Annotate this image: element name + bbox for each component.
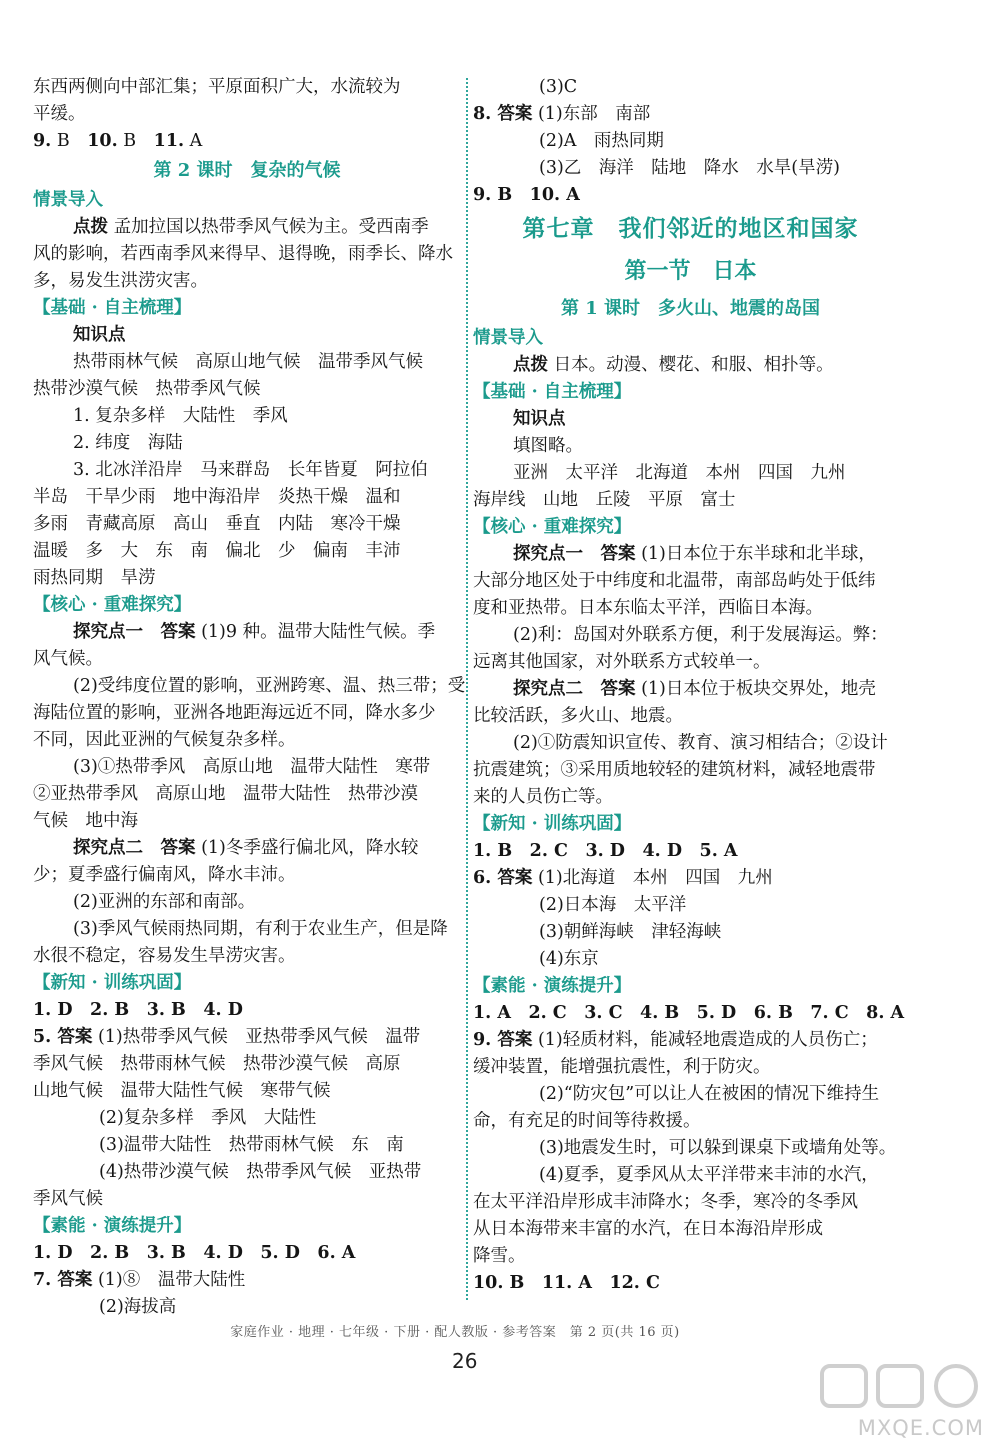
text: 日本。动漫、樱花、和服、相扑等。 <box>553 355 834 375</box>
text-line: 1. 复杂多样 大陆性 季风 <box>73 406 288 426</box>
label: 7. 答案 <box>33 1270 93 1290</box>
answer-line: 1. A 2. C 3. C 4. B 5. D 6. B 7. C 8. A <box>473 1003 905 1023</box>
answer: B <box>123 131 137 151</box>
watermark <box>808 1360 992 1444</box>
answer-line: 1. D 2. B 3. B 4. D 5. D 6. A <box>33 1243 356 1263</box>
text-line: 来的人员伤亡等。 <box>473 787 613 807</box>
text-line <box>473 865 908 892</box>
text-line: 不同，因此亚洲的气候复杂多样。 <box>33 730 296 750</box>
text: (1)轻质材料，能减轻地震造成的人员伤亡； <box>537 1030 878 1050</box>
text-line: 3. 北冰洋沿岸 马来群岛 长年皆夏 阿拉伯 <box>73 460 428 480</box>
text-line: 山地气候 温带大陆性气候 寒带气候 <box>33 1081 331 1101</box>
text-line: (3)C <box>539 77 578 97</box>
section-tag: 【新知 · 训练巩固】 <box>473 814 632 834</box>
label: 6. 答案 <box>473 868 533 888</box>
text-line <box>33 1024 461 1051</box>
text-line: (3)温带大陆性 热带雨林气候 东 南 <box>99 1135 404 1155</box>
label: 探究点一 答案 <box>73 622 196 642</box>
text-line: (3)①热带季风 高原山地 温带大陆性 寒带 <box>73 757 431 777</box>
text-line: (2)利：岛国对外联系方便，利于发展海运。弊： <box>513 625 888 645</box>
answer-line: 1. B 2. C 3. D 4. D 5. A <box>473 841 738 861</box>
subheading: 知识点 <box>513 409 566 429</box>
lesson-title: 第 2 课时 复杂的气候 <box>153 160 341 181</box>
section-title: 第一节 日本 <box>624 258 757 284</box>
section-tag: 【新知 · 训练巩固】 <box>33 973 192 993</box>
text-line: 海陆位置的影响，亚洲各地距海远近不同，降水多少 <box>33 703 436 723</box>
answer-line <box>33 128 461 155</box>
text-line: (4)东京 <box>539 949 599 969</box>
text: (1)热带季风气候 亚热带季风气候 温带 <box>97 1027 421 1047</box>
text-line: (2)A 雨热同期 <box>539 131 664 151</box>
label: 5. 答案 <box>33 1027 93 1047</box>
text-line: 热带雨林气候 高原山地气候 温带季风气候 <box>73 352 423 372</box>
text-line <box>33 619 461 646</box>
question-number: 9. <box>33 131 52 151</box>
text-line: 多雨 青藏高原 高山 垂直 内陆 寒冷干燥 <box>33 514 401 534</box>
text-line: 降雪。 <box>473 1246 526 1266</box>
text-line: 水很不稳定，容易发生旱涝灾害。 <box>33 946 296 966</box>
watermark-text: MXQE.COM <box>857 1416 984 1440</box>
text-line: (3)乙 海洋 陆地 降水 水旱(旱涝) <box>539 158 840 178</box>
text-line: 风气候。 <box>33 649 103 669</box>
text-line: 少；夏季盛行偏南风，降水丰沛。 <box>33 865 296 885</box>
text-line: 远离其他国家，对外联系方式较单一。 <box>473 652 771 672</box>
text-line: 从日本海带来丰富的水汽，在日本海沿岸形成 <box>473 1219 823 1239</box>
label: 8. 答案 <box>473 104 533 124</box>
label: 探究点二 答案 <box>513 679 636 699</box>
lesson-title: 第 1 课时 多火山、地震的岛国 <box>560 298 821 319</box>
text-line: (2)日本海 太平洋 <box>539 895 687 915</box>
text-line: (2)“防灾包”可以让人在被困的情况下维持生 <box>539 1084 880 1104</box>
text-line: 大部分地区处于中纬度和北温带，南部岛屿处于低纬 <box>473 571 876 591</box>
page-number: 26 <box>452 1349 478 1373</box>
answer: B <box>56 131 70 151</box>
text-line: 海岸线 山地 丘陵 平原 富士 <box>473 490 736 510</box>
section-heading: 情景导入 <box>33 190 103 210</box>
answer-line: 1. D 2. B 3. B 4. D <box>33 1000 243 1020</box>
text: (1)⑧ 温带大陆性 <box>97 1270 246 1290</box>
text-line <box>33 835 461 862</box>
text-line: 热带沙漠气候 热带季风气候 <box>33 379 261 399</box>
section-tag: 【基础 · 自主梳理】 <box>473 382 632 402</box>
text-line: ②亚热带季风 高原山地 温带大陆性 热带沙漠 <box>33 784 418 804</box>
text-line: 亚洲 太平洋 北海道 本州 四国 九州 <box>513 463 846 483</box>
text-line: 命，有充足的时间等待救援。 <box>473 1111 701 1131</box>
label: 点拨 <box>513 355 548 375</box>
section-tag: 【素能 · 演练提升】 <box>33 1216 192 1236</box>
section-tag: 【基础 · 自主梳理】 <box>33 298 192 318</box>
text-line: (2)复杂多样 季风 大陆性 <box>99 1108 317 1128</box>
label: 探究点一 答案 <box>513 544 636 564</box>
text-line: (3)季风气候雨热同期，有利于农业生产，但是降 <box>73 919 448 939</box>
text-line: 平缓。 <box>33 104 86 124</box>
section-tag: 【核心 · 重难探究】 <box>33 595 192 615</box>
section-tag: 【素能 · 演练提升】 <box>473 976 632 996</box>
answer: A <box>189 131 203 151</box>
text-line: (2)海拔高 <box>99 1297 177 1317</box>
text-line: 东西两侧向中部汇集；平原面积广大，水流较为 <box>33 77 401 97</box>
text-line: 半岛 干旱少雨 地中海沿岸 炎热干燥 温和 <box>33 487 401 507</box>
right-column <box>473 74 908 1297</box>
text-line: (3)地震发生时，可以躲到课桌下或墙角处等。 <box>539 1138 897 1158</box>
text-line: (4)夏季，夏季风从太平洋带来丰沛的水汽， <box>539 1165 879 1185</box>
label: 点拨 <box>73 217 108 237</box>
text-line: 2. 纬度 海陆 <box>73 433 183 453</box>
text-line <box>33 1267 461 1294</box>
text-line <box>33 214 461 241</box>
text-line: (2)亚洲的东部和南部。 <box>73 892 256 912</box>
text-line: 度和亚热带。日本东临太平洋，西临日本海。 <box>473 598 823 618</box>
left-column <box>33 74 466 1321</box>
text-line: 缓冲装置，能增强抗震性，利于防灾。 <box>473 1057 771 1077</box>
section-tag: 【核心 · 重难探究】 <box>473 517 632 537</box>
text: (1)日本位于东半球和北半球， <box>641 544 876 564</box>
label: 探究点二 答案 <box>73 838 196 858</box>
text-line: 温暖 多 大 东 南 偏北 少 偏南 丰沛 <box>33 541 401 561</box>
text: (1)日本位于板块交界处，地壳 <box>641 679 876 699</box>
text-line: 多，易发生洪涝灾害。 <box>33 271 208 291</box>
text: 孟加拉国以热带季风气候为主。受西南季 <box>113 217 429 237</box>
answer-line: 9. B 10. A <box>473 185 580 205</box>
text-line: 比较活跃，多火山、地震。 <box>473 706 683 726</box>
page-footer: 家庭作业 · 地理 · 七年级 · 下册 · 配人教版 · 参考答案 第 2 页(共 16 页) <box>230 1325 680 1340</box>
question-number: 10. <box>87 131 118 151</box>
text-line: (2)受纬度位置的影响，亚洲跨寒、温、热三带；受 <box>73 676 466 696</box>
question-number: 11. <box>153 131 185 151</box>
text-line <box>473 352 908 379</box>
label: 9. 答案 <box>473 1030 533 1050</box>
chapter-title: 第七章 我们邻近的地区和国家 <box>522 215 859 242</box>
text-line: 季风气候 <box>33 1189 103 1209</box>
text-line: 季风气候 热带雨林气候 热带沙漠气候 高原 <box>33 1054 401 1074</box>
text-line <box>473 1027 908 1054</box>
watermark-logo <box>816 1360 986 1412</box>
text-line <box>473 101 908 128</box>
answer-line: 10. B 11. A 12. C <box>473 1273 660 1293</box>
text-line: 风的影响，若西南季风来得早、退得晚，雨季长、降水 <box>33 244 453 264</box>
text-line: (2)①防震知识宣传、教育、演习相结合；②设计 <box>513 733 888 753</box>
text: (1)9 种。温带大陆性气候。季 <box>201 622 436 642</box>
text: (1)东部 南部 <box>537 104 651 124</box>
text-line: 雨热同期 旱涝 <box>33 568 156 588</box>
text-line <box>473 541 908 568</box>
text: (1)冬季盛行偏北风，降水较 <box>201 838 419 858</box>
text-line: 在太平洋沿岸形成丰沛降水；冬季，寒冷的冬季风 <box>473 1192 858 1212</box>
text-line: (3)朝鲜海峡 津轻海峡 <box>539 922 722 942</box>
subheading: 知识点 <box>73 325 126 345</box>
section-heading: 情景导入 <box>473 328 543 348</box>
text-line: 填图略。 <box>513 436 583 456</box>
text-line: 气候 地中海 <box>33 811 138 831</box>
text-line <box>473 676 908 703</box>
text-line: (4)热带沙漠气候 热带季风气候 亚热带 <box>99 1162 422 1182</box>
text: (1)北海道 本州 四国 九州 <box>537 868 773 888</box>
text-line: 抗震建筑；③采用质地较轻的建筑材料，减轻地震带 <box>473 760 876 780</box>
column-divider <box>466 78 468 1300</box>
